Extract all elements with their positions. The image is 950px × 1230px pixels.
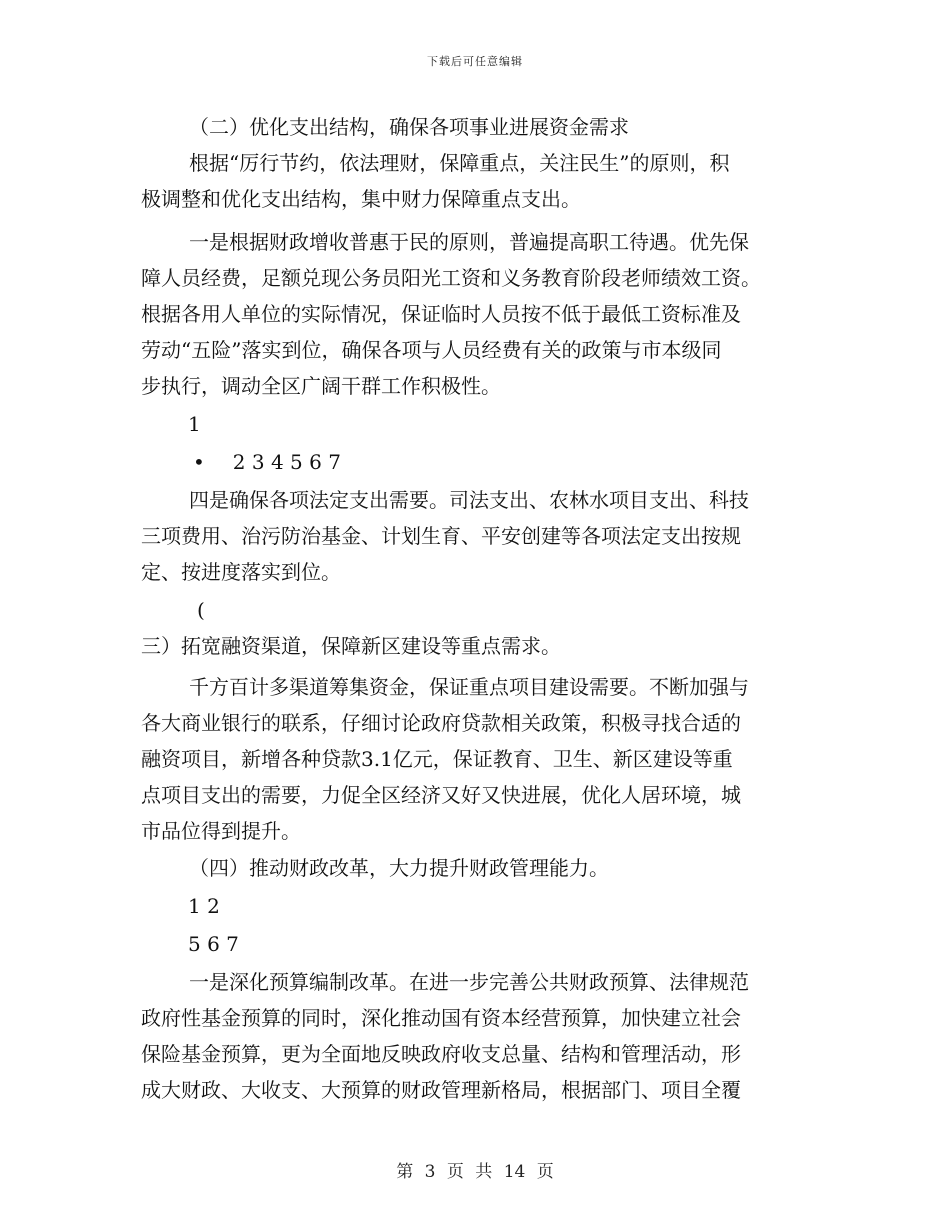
paragraph-line: 各大商业银行的联系，仔细讨论政府贷款相关政策，积极寻找合适的 [141,711,741,735]
list-numbers: 2 3 4 5 6 7 [232,450,341,474]
paragraph-line: 市品位得到提升。 [141,819,301,843]
paragraph-line: 根据“厉行节约，依法理财，保障重点，关注民生”的原则，积 [189,151,730,175]
paragraph-line: 根据各用人单位的实际情况，保证临时人员按不低于最低工资标准及 [141,302,741,326]
paragraph-line: 千方百计多渠道筹集资金，保证重点项目建设需要。不断加强与 [189,675,749,699]
paragraph-line: 步执行，调动全区广阔干群工作积极性。 [141,374,501,398]
paragraph-line: 定、按进度落实到位。 [141,560,341,584]
open-paren: ( [197,598,205,622]
paragraph-line: 融资项目，新增各种贷款3.1亿元，保证教育、卫生、新区建设等重 [141,747,733,771]
paragraph-line: 成大财政、大收支、大预算的财政管理新格局，根据部门、项目全覆 [141,1078,741,1102]
paragraph-line: 一是根据财政增收普惠于民的原则，普遍提高职工待遇。优先保 [189,230,749,254]
bullet-icon: • [193,450,205,474]
paragraph-line: 三项费用、治污防治基金、计划生育、平安创建等各项法定支出按规 [141,524,741,548]
section-heading-4: （四）推动财政改革，大力提升财政管理能力。 [189,856,609,880]
paragraph-line: 政府性基金预算的同时，深化推动国有资本经营预算，加快建立社会 [141,1006,741,1030]
section-heading-2: （二）优化支出结构，确保各项事业进展资金需求 [189,115,629,139]
paragraph-line: 一是深化预算编制改革。在进一步完善公共财政预算、法律规范 [189,970,749,994]
bullet-list-item [193,452,341,472]
paragraph-line: 四是确保各项法定支出需要。司法支出、农林水项目支出、科技 [189,488,749,512]
section-heading-3: 三）拓宽融资渠道，保障新区建设等重点需求。 [141,634,561,658]
page-footer: 第 3 页 共 14 页 [396,1162,554,1182]
paragraph-line: 保险基金预算，更为全面地反映政府收支总量、结构和管理活动，形 [141,1042,741,1066]
paragraph-line: 障人员经费，足额兑现公务员阳光工资和义务教育阶段老师绩效工资。 [141,266,761,290]
list-number: 5 6 7 [188,932,239,956]
paragraph-line: 极调整和优化支出结构，集中财力保障重点支出。 [141,187,581,211]
page-header: 下载后可任意编辑 [427,55,523,68]
list-number: 1 2 [188,894,220,918]
paragraph-line: 劳动“五险”落实到位，确保各项与人员经费有关的政策与市本级同 [141,338,722,362]
list-number: 1 [188,412,201,436]
paragraph-line: 点项目支出的需要，力促全区经济又好又快进展，优化人居环境，城 [141,783,741,807]
